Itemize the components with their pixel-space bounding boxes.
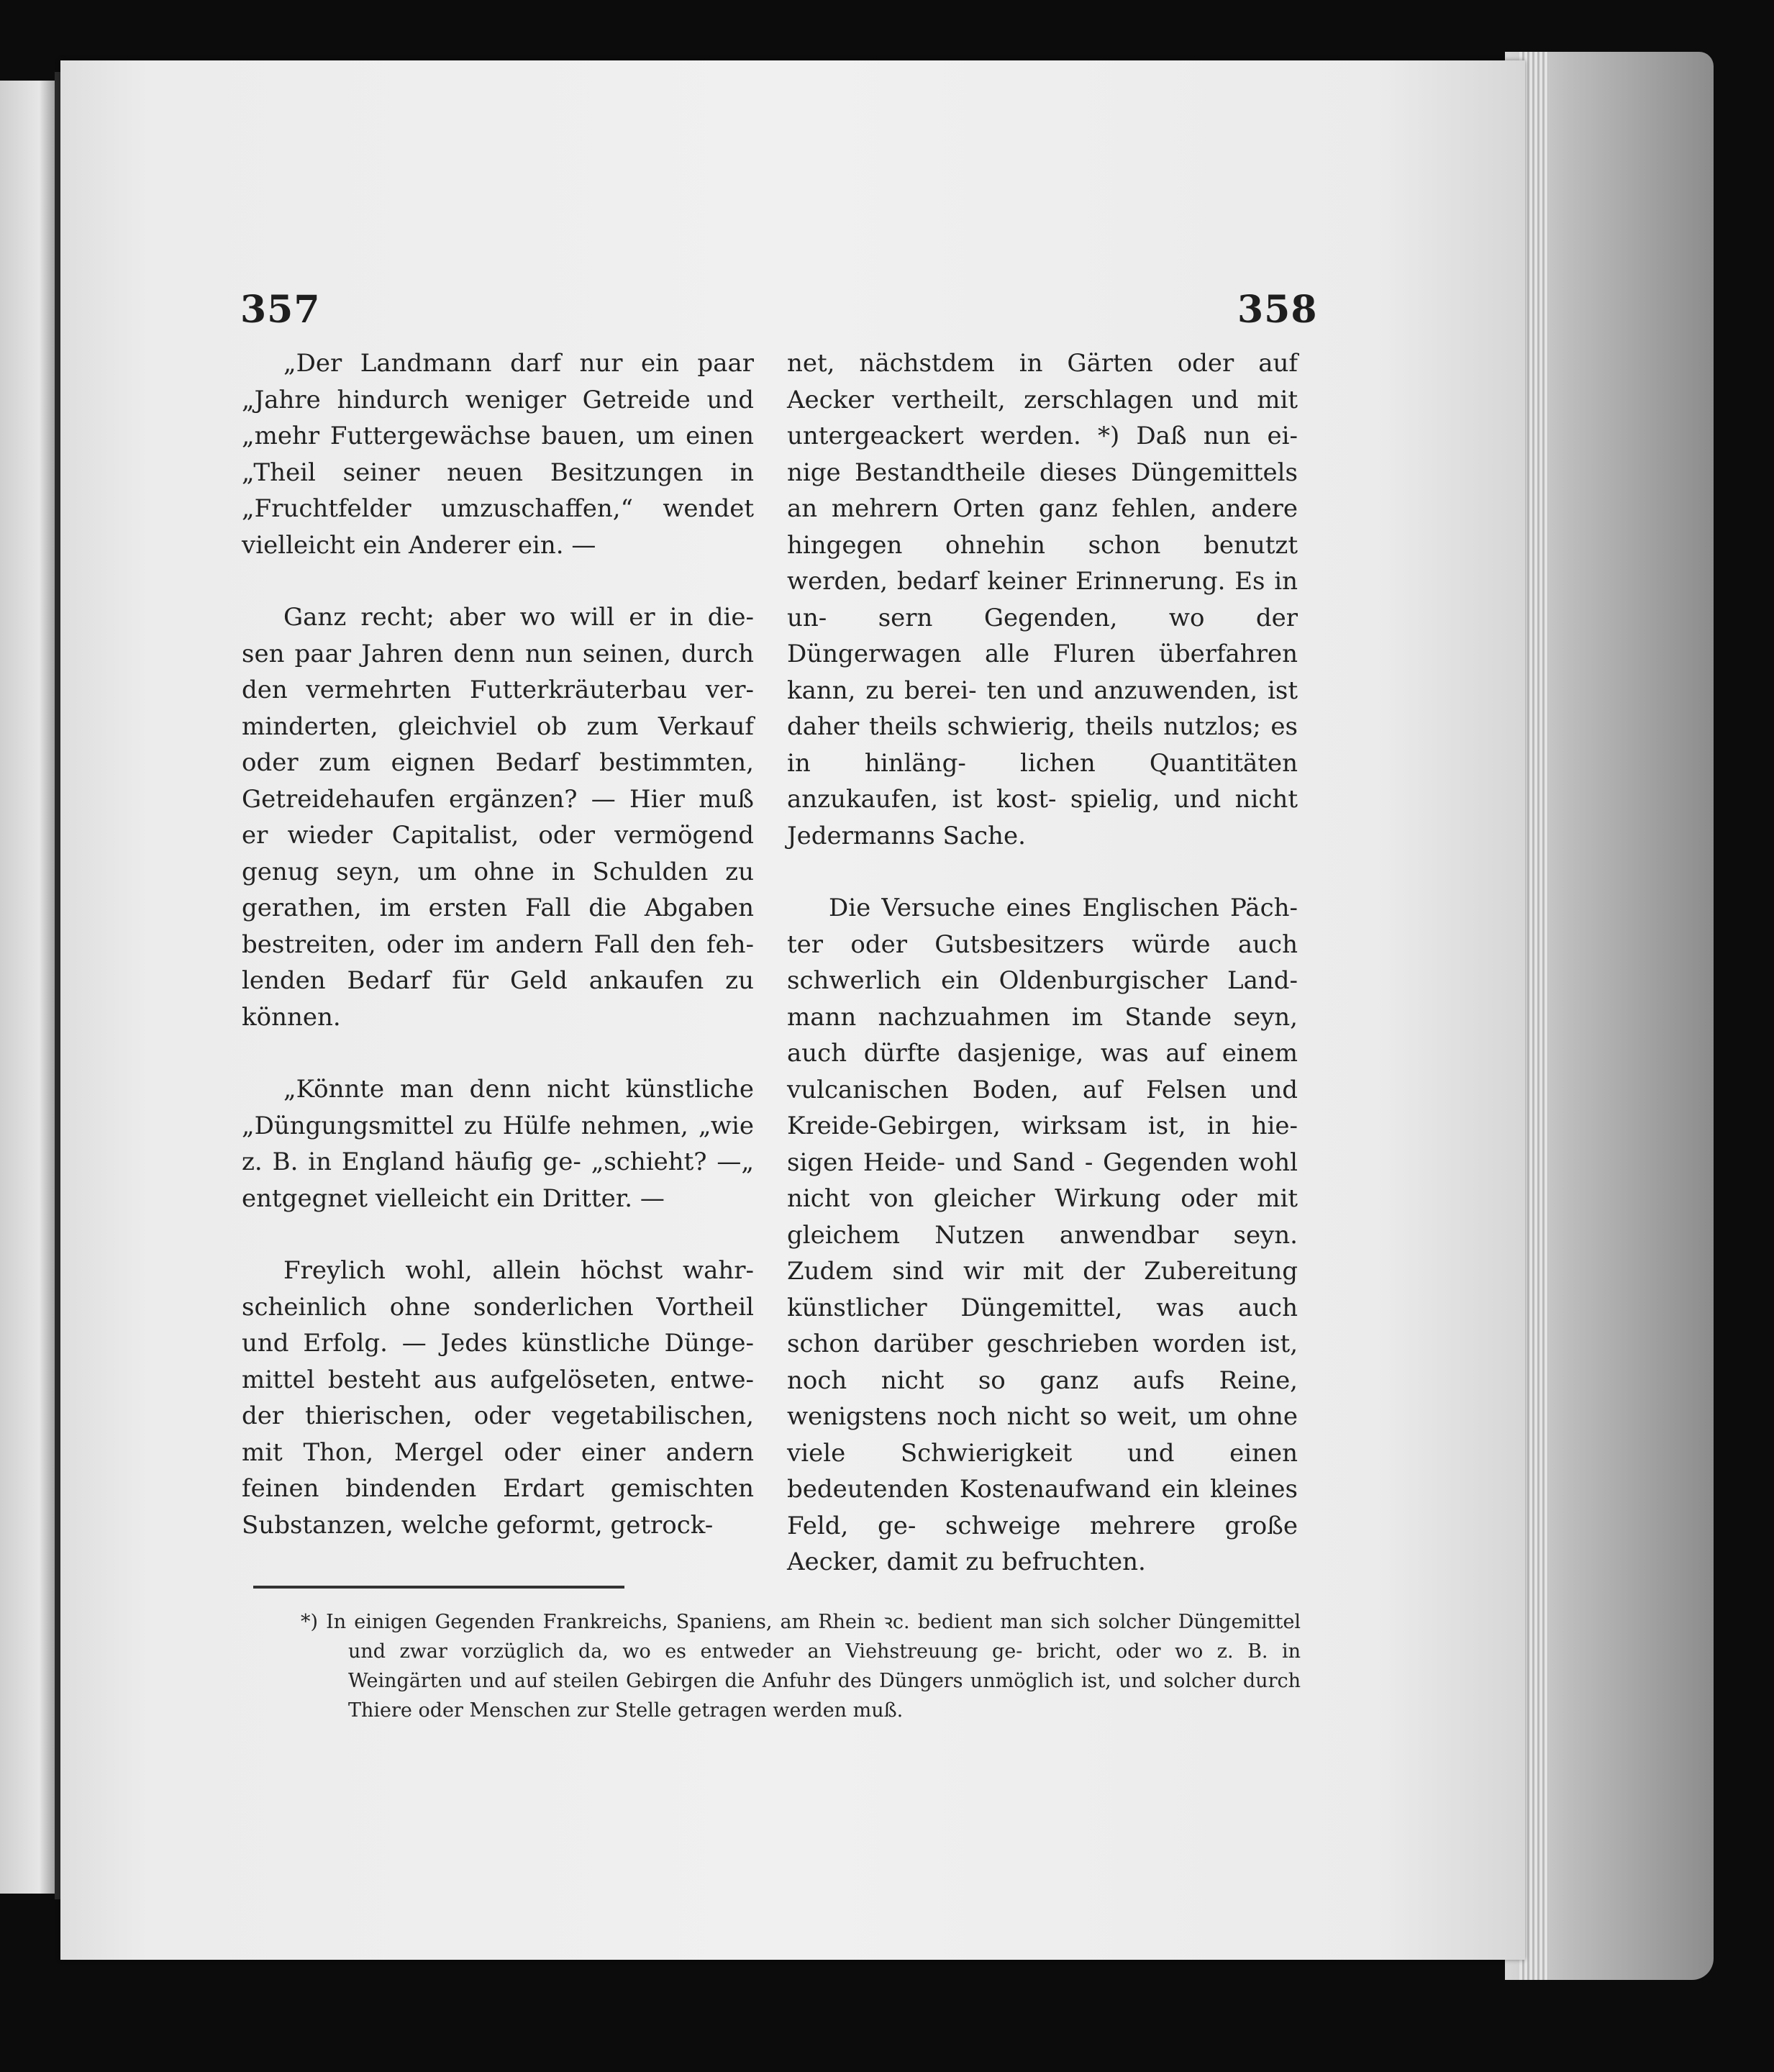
footnote-rule xyxy=(253,1586,624,1589)
paragraph: Freylich wohl, allein höchst wahr- scheinlich ohne sonderlichen Vortheil und Erfolg. — Jedes künstliche Dünge- mittel besteht aus aufgelöseten, entwe- der thierischen, oder vegetabilischen, mit Thon, Mergel oder einer andern feinen bindenden Erdart gemischten Substanzen, welche geformt, getrock- xyxy=(242,1256,754,1540)
paragraph: Ganz recht; aber wo will er in die- sen paar Jahren denn nun seinen, durch den vermehrten Futterkräuterbau ver- minderten, gleichviel ob zum Verkauf oder zum eignen Bedarf bestimmten, Getreidehaufen ergänzen? — Hier muß er wieder Capitalist, oder vermögend genug seyn, um ohne in Schulden zu gerathen, im ersten Fall die Abgaben bestreiten, oder im andern Fall den feh- lenden Bedarf für Geld ankaufen zu können. xyxy=(242,603,754,1032)
left-text-column xyxy=(242,345,754,1543)
paragraph: net, nächstdem in Gärten oder auf Aecker vertheilt, zerschlagen und mit untergeackert werden. *) Daß nun ei- nige Bestandtheile dieses Düngemittels an mehrern Orten ganz fehlen, andere hingegen ohnehin schon benutzt werden, bedarf keiner Erinnerung. Es in un- sern Gegenden, wo der Düngerwagen alle Fluren überfahren kann, zu berei- ten und anzuwenden, ist daher theils schwierig, theils nutzlos; es in hinläng- lichen Quantitäten anzukaufen, ist kost- spielig, und nicht Jedermanns Sache. xyxy=(787,349,1298,850)
page-number-left: 357 xyxy=(240,288,321,332)
footnote-text: *) In einigen Gegenden Frankreichs, Spaniens, am Rhein ꝛc. bedient man sich solcher Düngemittel und zwar vorzüglich da, wo es entweder an Viehstreuung ge- bricht, oder wo z. B. in Weingärten und auf steilen Gebirgen die Anfuhr des Düngers unmöglich ist, und solcher durch Thiere oder Menschen zur Stelle getragen werden muß. xyxy=(301,1611,1301,1722)
paragraph: „Könnte man denn nicht künstliche „Düngungsmittel zu Hülfe nehmen, „wie z. B. in England häufig ge- „schieht? —„ entgegnet vielleicht ein Dritter. — xyxy=(242,1075,754,1213)
previous-page-edge xyxy=(0,81,56,1894)
right-text-column xyxy=(787,345,1298,1581)
page-number-right: 358 xyxy=(1237,288,1318,332)
paragraph: „Der Landmann darf nur ein paar „Jahre hindurch weniger Getreide und „mehr Futtergewächse bauen, um einen „Theil seiner neuen Besitzungen in „Fruchtfelder umzuschaffen,“ wendet vielleicht ein Anderer ein. — xyxy=(242,349,754,560)
paragraph: Die Versuche eines Englischen Päch- ter oder Gutsbesitzers würde auch schwerlich ein Oldenburgischer Land- mann nachzuahmen im Stande seyn, auch dürfte dasjenige, was auf einem vulcanischen Boden, auf Felsen und Kreide-Gebirgen, wirksam ist, in hie- sigen Heide- und Sand - Gegenden wohl nicht von gleicher Wirkung oder mit gleichem Nutzen anwendbar seyn. Zudem sind wir mit der Zubereitung künstlicher Düngemittel, was auch schon darüber geschrieben worden ist, noch nicht so ganz aufs Reine, wenigstens noch nicht so weit, um ohne viele Schwierigkeit und einen bedeutenden Kostenaufwand ein kleines Feld, ge- schweige mehrere große Aecker, damit zu befruchten. xyxy=(787,894,1298,1576)
book-page xyxy=(60,60,1525,1960)
footnote xyxy=(301,1607,1301,1725)
page-stack-edge xyxy=(1505,52,1714,1980)
